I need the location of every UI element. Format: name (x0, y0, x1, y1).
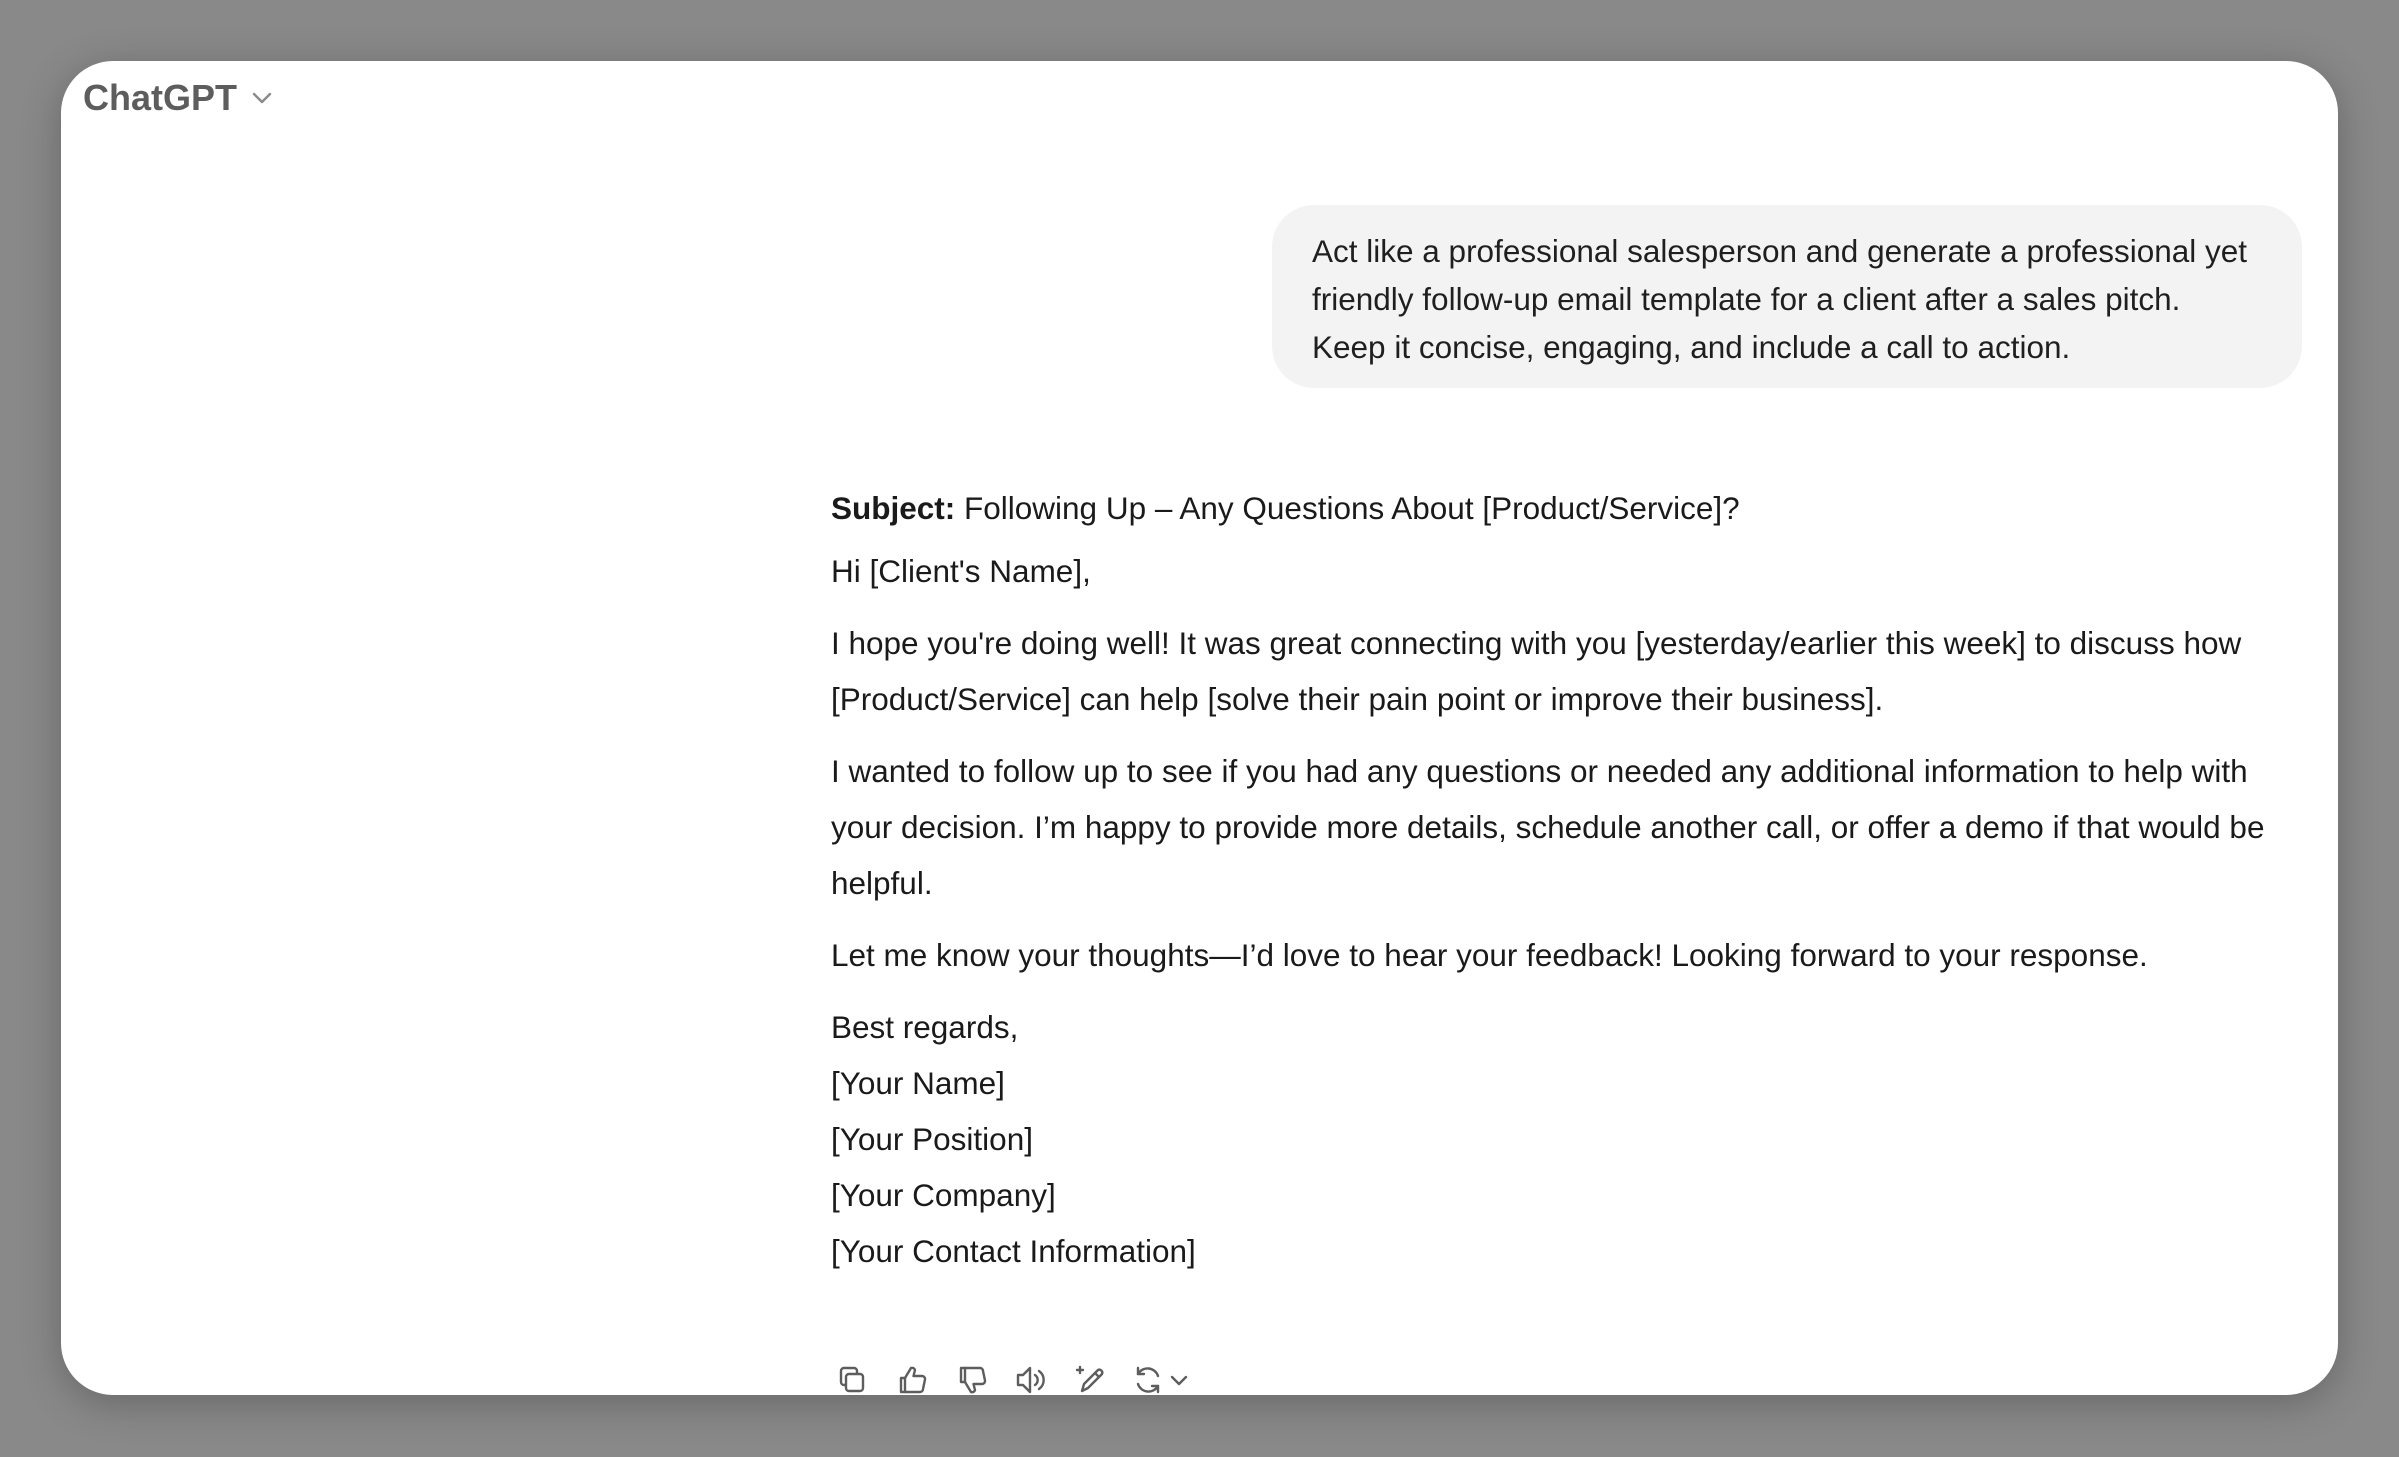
app-title-label: ChatGPT (83, 77, 238, 118)
regenerate-icon (1131, 1363, 1165, 1395)
email-paragraph-2: I wanted to follow up to see if you had any questions or needed any additional information to help with your decision. I’m happy to provide more details, schedule another call, or offer a demo if that would be helpful. (831, 753, 2265, 901)
edit-sparkle-icon (1074, 1363, 1110, 1395)
copy-icon (835, 1363, 869, 1395)
signature-contact: [Your Contact Information] (831, 1233, 1196, 1269)
good-response-button[interactable] (891, 1359, 933, 1395)
regenerate-button[interactable] (1131, 1359, 1197, 1395)
copy-button[interactable] (831, 1359, 873, 1395)
email-subject (831, 473, 2311, 543)
email-paragraph-1: I hope you're doing well! It was great connecting with you [yesterday/earlier this week] to discuss how [Product/Service] can help [solve their pain point or improve their business]. (831, 625, 2242, 717)
user-message-text: Act like a professional salesperson and generate a professional yet friendly follow-up email template for a client after a sales pitch. Keep it concise, engaging, and include a call to action. (1312, 233, 2248, 365)
email-signature (831, 999, 2311, 1279)
signature-company: [Your Company] (831, 1177, 1056, 1213)
subject-label: Subject: (831, 490, 956, 526)
subject-text: Following Up – Any Questions About [Product/Service]? (955, 490, 1740, 526)
assistant-reply (831, 473, 2311, 1279)
read-aloud-button[interactable] (1011, 1359, 1053, 1395)
bad-response-button[interactable] (951, 1359, 993, 1395)
signature-name: [Your Name] (831, 1065, 1005, 1101)
chevron-down-icon (1169, 1373, 1189, 1387)
model-selector[interactable] (83, 77, 273, 119)
thumbs-up-icon (895, 1363, 929, 1395)
email-greeting: Hi [Client's Name], (831, 553, 1091, 589)
signature-closing: Best regards, (831, 1009, 1019, 1045)
email-paragraph-3: Let me know your thoughts—I’d love to hear your feedback! Looking forward to your response. (831, 937, 2148, 973)
edit-in-canvas-button[interactable] (1071, 1359, 1113, 1395)
chevron-down-icon (251, 91, 273, 105)
message-action-bar (831, 1359, 1197, 1395)
signature-position: [Your Position] (831, 1121, 1033, 1157)
read-aloud-icon (1014, 1363, 1050, 1395)
user-message-bubble (1272, 205, 2302, 388)
thumbs-down-icon (955, 1363, 989, 1395)
chat-window (61, 61, 2338, 1395)
